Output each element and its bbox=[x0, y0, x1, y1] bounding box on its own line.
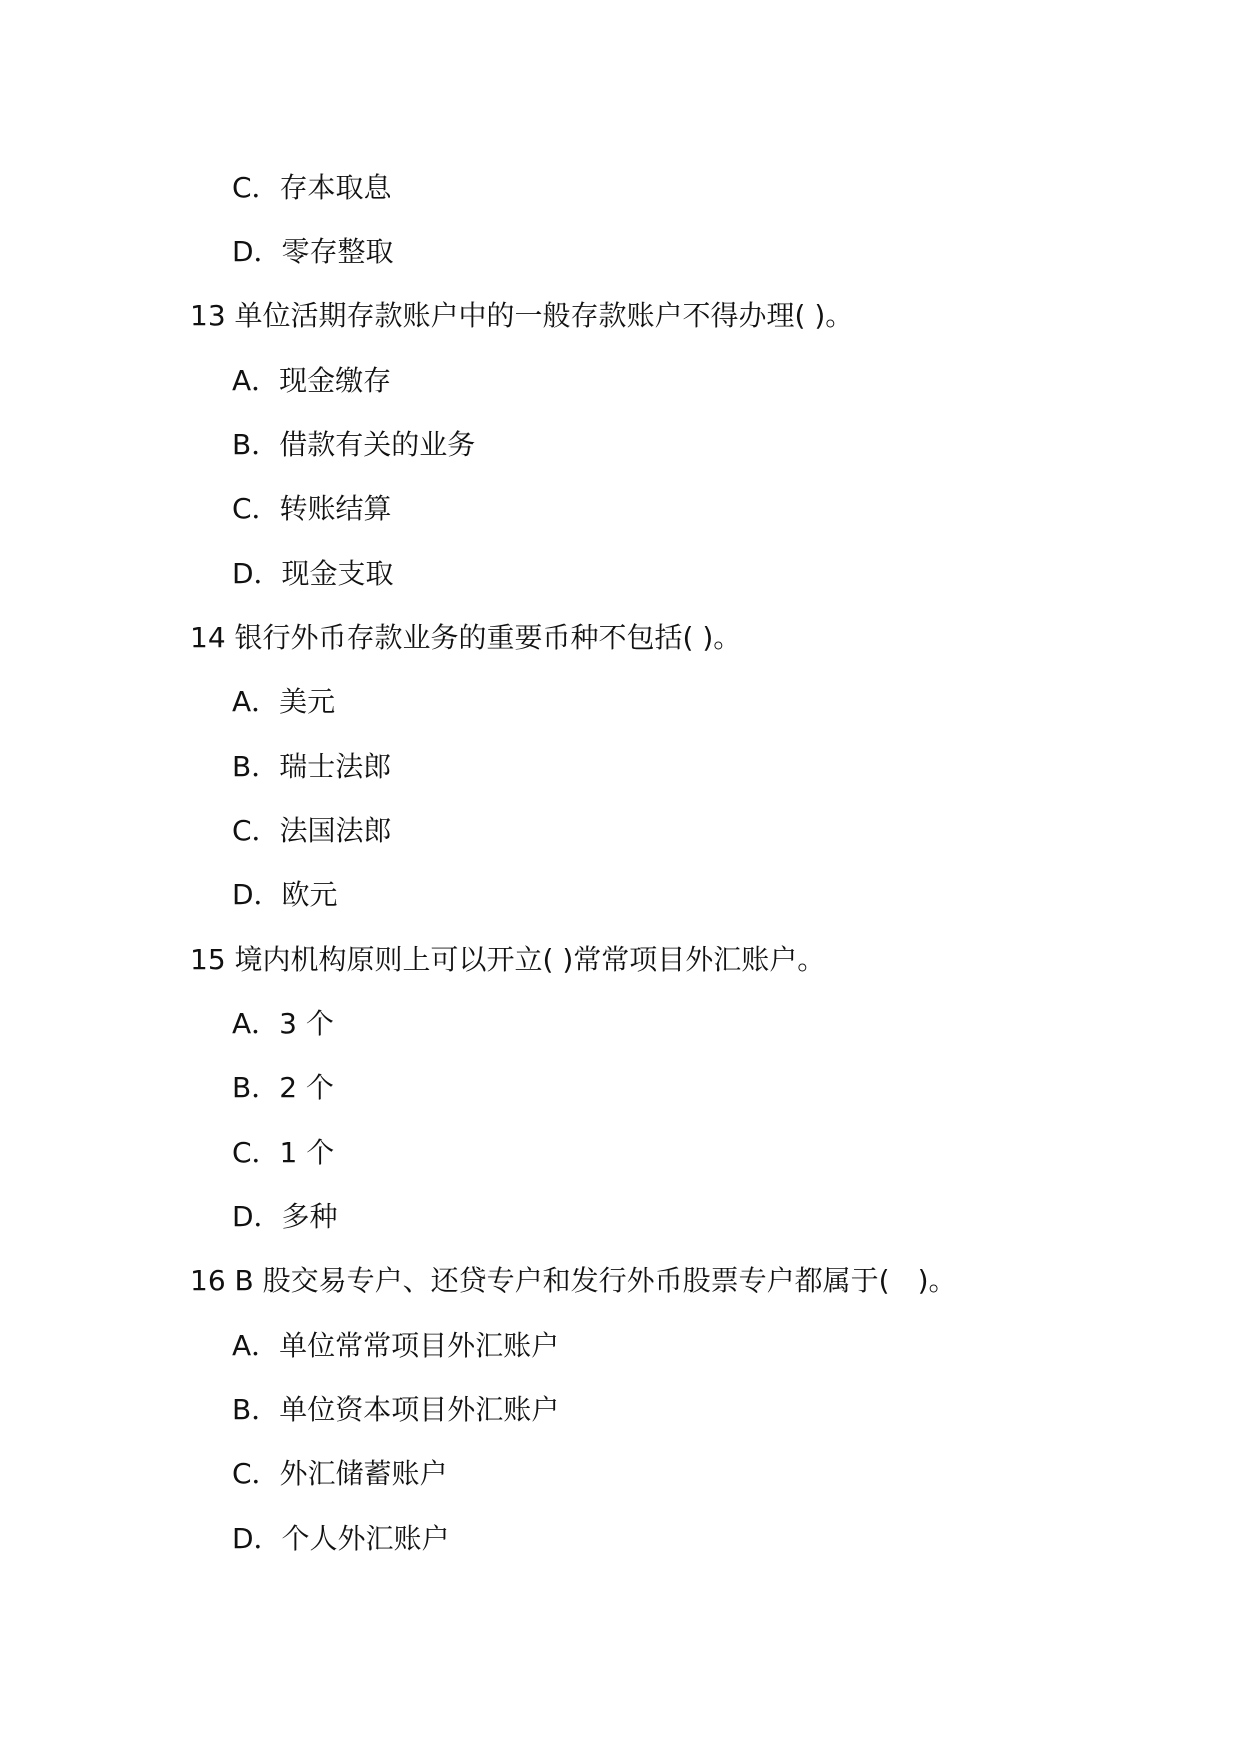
option-line: B．瑞士法郎 bbox=[232, 750, 392, 783]
option-line: D．现金支取 bbox=[232, 557, 394, 590]
option-line: C．外汇储蓄账户 bbox=[232, 1457, 448, 1490]
option-line: D．零存整取 bbox=[232, 235, 394, 268]
option-line: B．单位资本项目外汇账户 bbox=[232, 1393, 560, 1426]
option-line: D．多种 bbox=[232, 1200, 338, 1233]
option-line: C．法国法郎 bbox=[232, 814, 392, 847]
option-line: C．1 个 bbox=[232, 1136, 335, 1169]
option-line: B．2 个 bbox=[232, 1071, 334, 1104]
option-line: C．转账结算 bbox=[232, 492, 392, 525]
question-line: 16 B 股交易专户、还贷专户和发行外币股票专户都属于( )。 bbox=[190, 1264, 957, 1297]
option-line: A．美元 bbox=[232, 685, 336, 718]
option-line: D．欧元 bbox=[232, 878, 338, 911]
option-line: D．个人外汇账户 bbox=[232, 1522, 450, 1555]
option-line: A．3 个 bbox=[232, 1007, 334, 1040]
option-line: B．借款有关的业务 bbox=[232, 428, 476, 461]
option-line: C．存本取息 bbox=[232, 171, 392, 204]
option-line: A．现金缴存 bbox=[232, 364, 392, 397]
question-line: 14 银行外币存款业务的重要币种不包括( )。 bbox=[190, 621, 742, 654]
option-line: A．单位常常项目外汇账户 bbox=[232, 1329, 560, 1362]
question-line: 15 境内机构原则上可以开立( )常常项目外汇账户。 bbox=[190, 943, 826, 976]
question-line: 13 单位活期存款账户中的一般存款账户不得办理( )。 bbox=[190, 299, 854, 332]
